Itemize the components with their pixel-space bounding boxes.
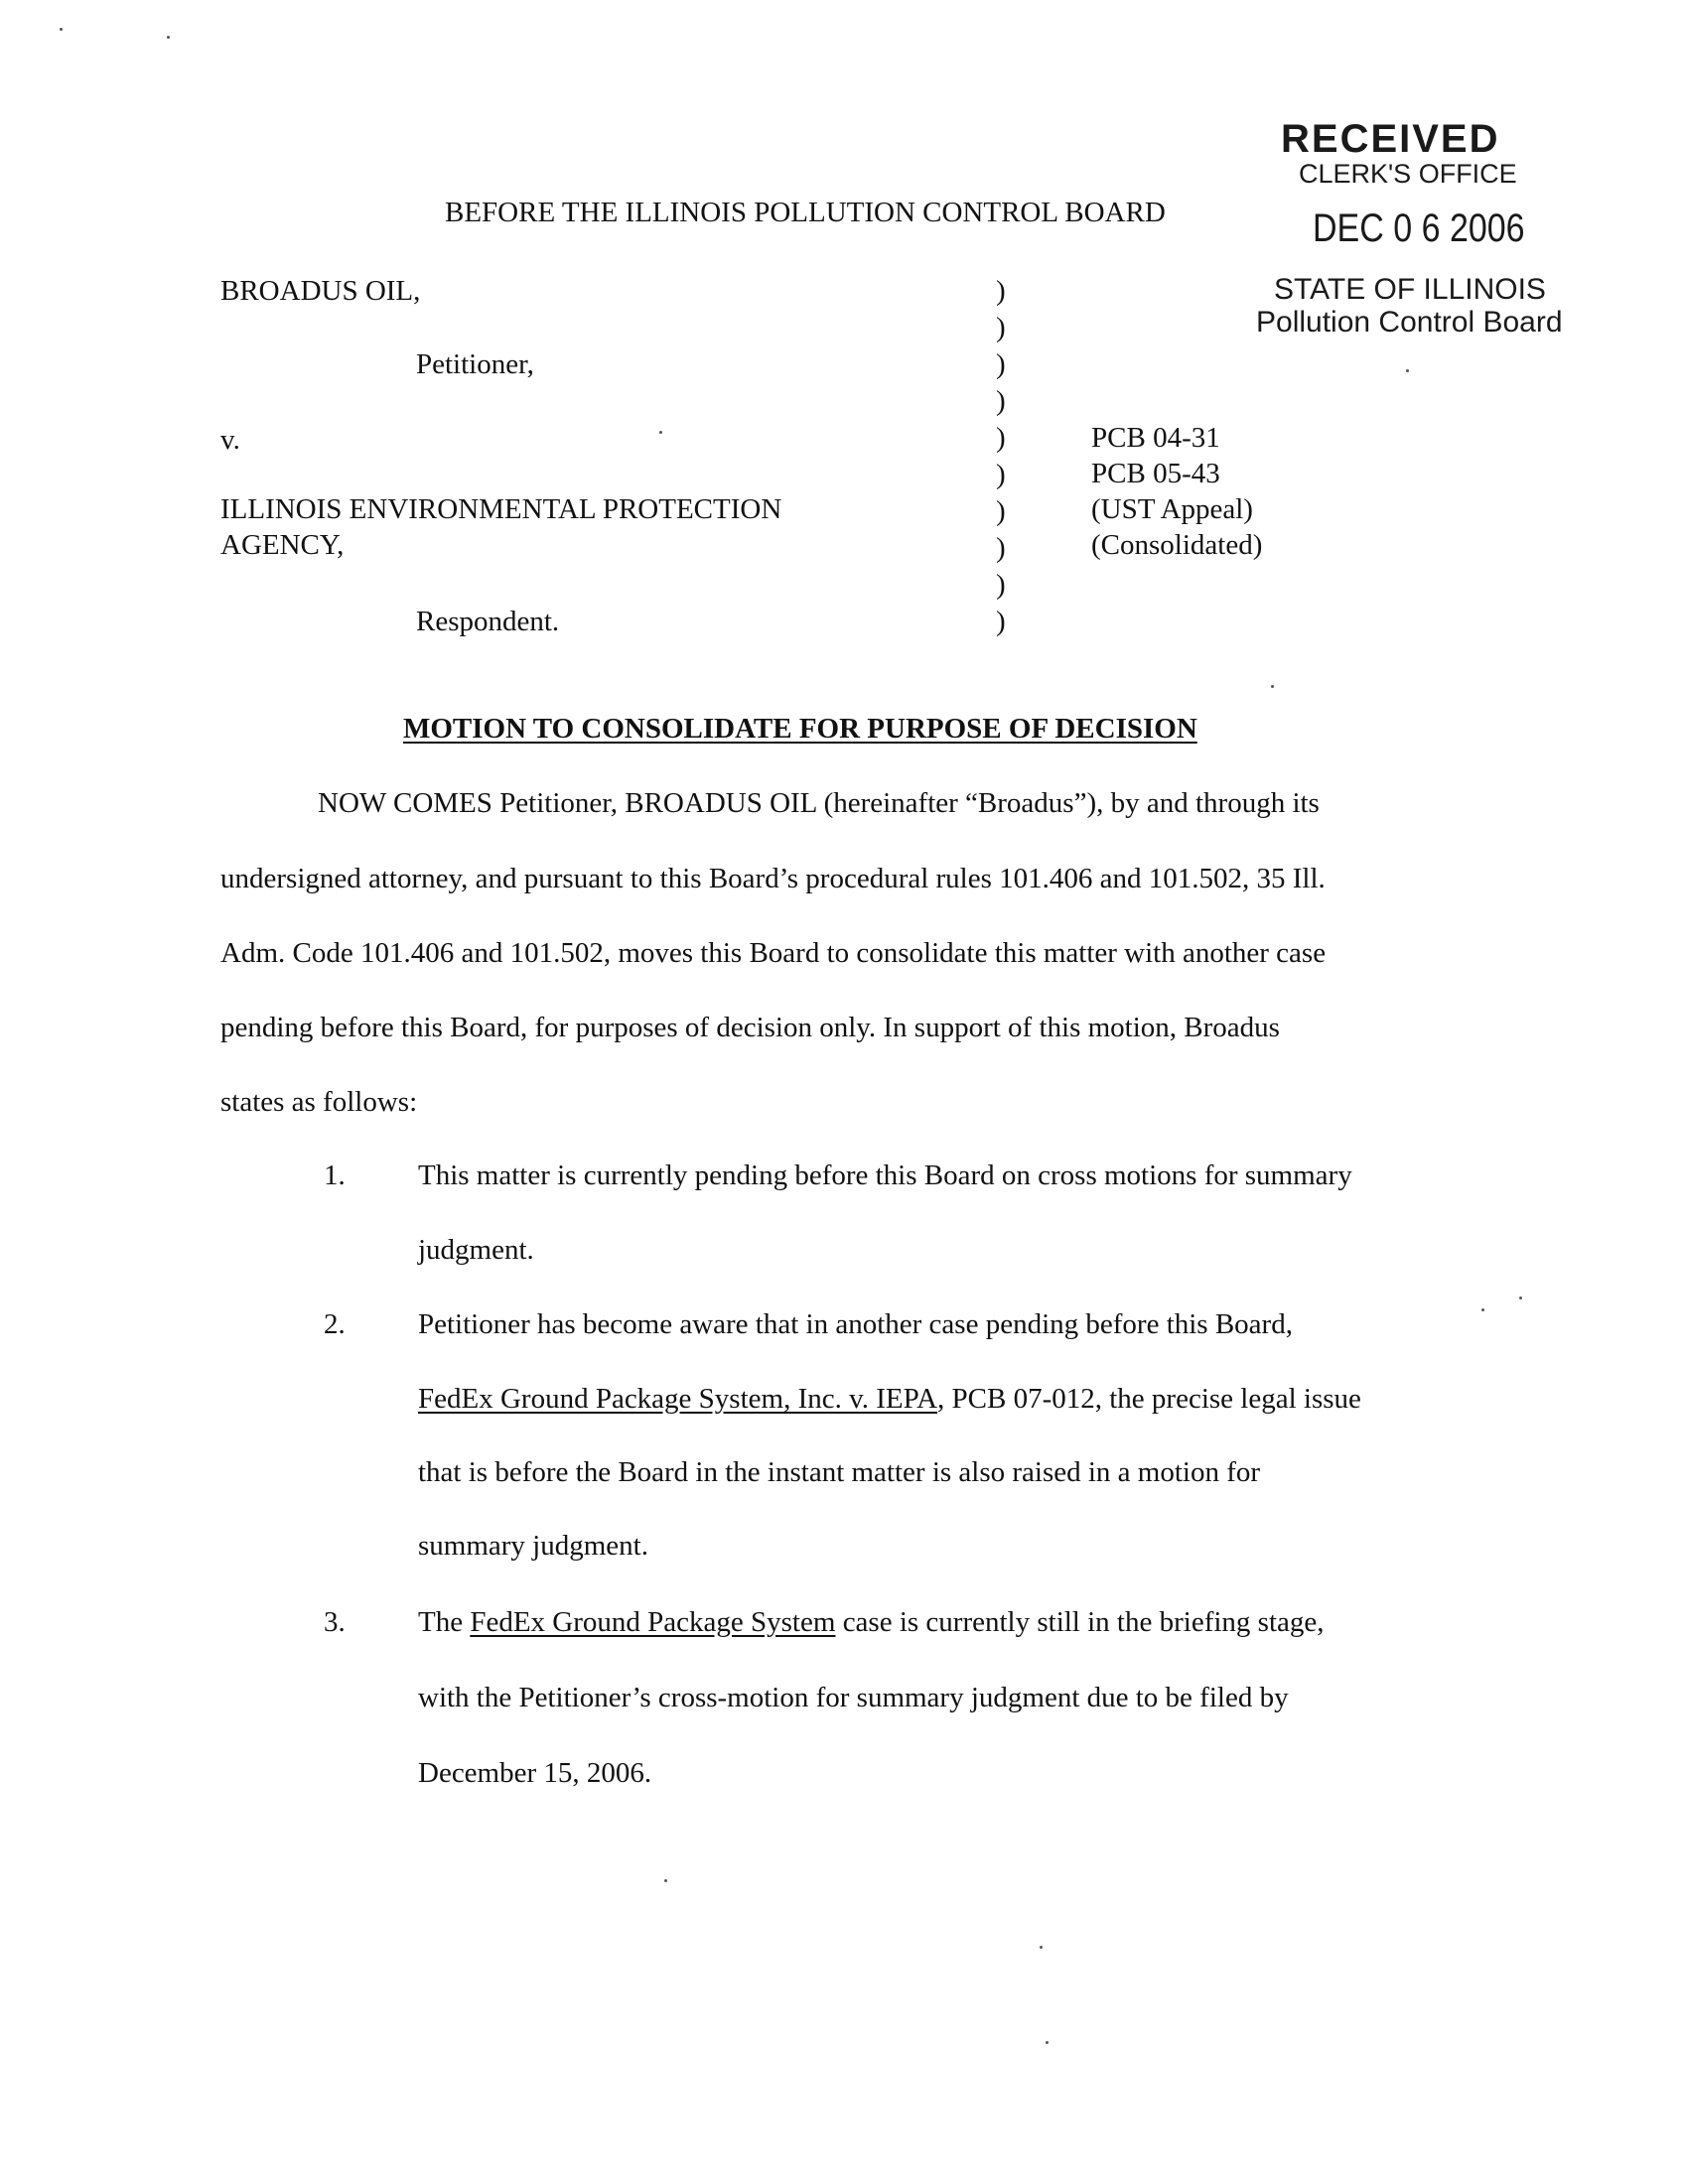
scan-speck xyxy=(1271,685,1274,688)
intro-line: Adm. Code 101.406 and 101.502, moves this Board to consolidate this matter with another case xyxy=(220,937,1327,969)
paren: ) xyxy=(996,459,1006,490)
case-citation: FedEx Ground Package System, Inc. v. IEPA xyxy=(418,1383,938,1415)
intro-line: NOW COMES Petitioner, BROADUS OIL (hereinafter “Broadus”), by and through its xyxy=(318,787,1320,819)
item-text xyxy=(418,1383,1361,1416)
paren: ) xyxy=(996,569,1006,601)
intro-line: pending before this Board, for purposes of decision only. In support of this motion, Broadus xyxy=(220,1012,1280,1043)
respondent-line-2: AGENCY, xyxy=(220,529,345,561)
stamp-office: CLERK'S OFFICE xyxy=(1299,159,1517,189)
stamp-date: DEC 0 6 2006 xyxy=(1313,206,1525,250)
scan-speck xyxy=(659,431,662,434)
case-citation: FedEx Ground Package System xyxy=(470,1606,836,1638)
motion-title: MOTION TO CONSOLIDATE FOR PURPOSE OF DECISION xyxy=(403,713,1197,745)
item-text: Petitioner has become aware that in another case pending before this Board, xyxy=(418,1308,1293,1340)
court-header: BEFORE THE ILLINOIS POLLUTION CONTROL BOARD xyxy=(445,197,1166,228)
respondent-line-1: ILLINOIS ENVIRONMENTAL PROTECTION xyxy=(220,493,782,525)
item-text: summary judgment. xyxy=(418,1530,648,1562)
item-text: that is before the Board in the instant matter is also raised in a motion for xyxy=(418,1456,1261,1488)
scan-speck xyxy=(167,36,170,39)
item-number: 3. xyxy=(324,1606,346,1638)
petitioner-role: Petitioner, xyxy=(416,348,534,380)
petitioner-name: BROADUS OIL, xyxy=(220,275,421,307)
citation-rest: , PCB 07-012, the precise legal issue xyxy=(937,1383,1361,1415)
case-status: (Consolidated) xyxy=(1091,529,1263,561)
item-rest: case is currently still in the briefing stage, xyxy=(835,1606,1325,1638)
scan-speck xyxy=(1406,369,1409,372)
scan-speck xyxy=(1481,1308,1484,1311)
item-text: with the Petitioner’s cross-motion for summary judgment due to be filed by xyxy=(418,1682,1289,1713)
respondent-role: Respondent. xyxy=(416,606,560,637)
intro-line: states as follows: xyxy=(220,1086,418,1118)
scan-speck xyxy=(1519,1297,1522,1299)
stamp-received: RECEIVED xyxy=(1281,117,1500,161)
paren: ) xyxy=(996,532,1006,564)
paren: ) xyxy=(996,422,1006,454)
item-text: December 15, 2006. xyxy=(418,1757,652,1789)
scan-speck xyxy=(1040,1946,1043,1949)
item-number: 2. xyxy=(324,1308,346,1340)
case-number: PCB 05-43 xyxy=(1091,458,1220,489)
paren: ) xyxy=(996,312,1006,343)
paren: ) xyxy=(996,275,1006,307)
scan-speck xyxy=(1046,2041,1049,2044)
case-number: PCB 04-31 xyxy=(1091,422,1220,454)
scan-speck xyxy=(664,1879,667,1882)
stamp-board: Pollution Control Board xyxy=(1256,306,1563,339)
stamp-state: STATE OF ILLINOIS xyxy=(1274,273,1546,306)
item-text: This matter is currently pending before this Board on cross motions for summary xyxy=(418,1160,1352,1191)
item-text: judgment. xyxy=(418,1234,534,1266)
paren: ) xyxy=(996,495,1006,527)
scan-speck xyxy=(60,28,63,31)
item-pre: The xyxy=(418,1606,471,1638)
paren: ) xyxy=(996,348,1006,380)
item-text xyxy=(418,1606,1325,1639)
paren: ) xyxy=(996,606,1006,637)
versus-label: v. xyxy=(220,424,240,456)
intro-line: undersigned attorney, and pursuant to this Board’s procedural rules 101.406 and 101.502, 35 Ill. xyxy=(220,863,1326,894)
item-number: 1. xyxy=(324,1160,346,1191)
case-type: (UST Appeal) xyxy=(1091,493,1253,525)
paren: ) xyxy=(996,385,1006,417)
